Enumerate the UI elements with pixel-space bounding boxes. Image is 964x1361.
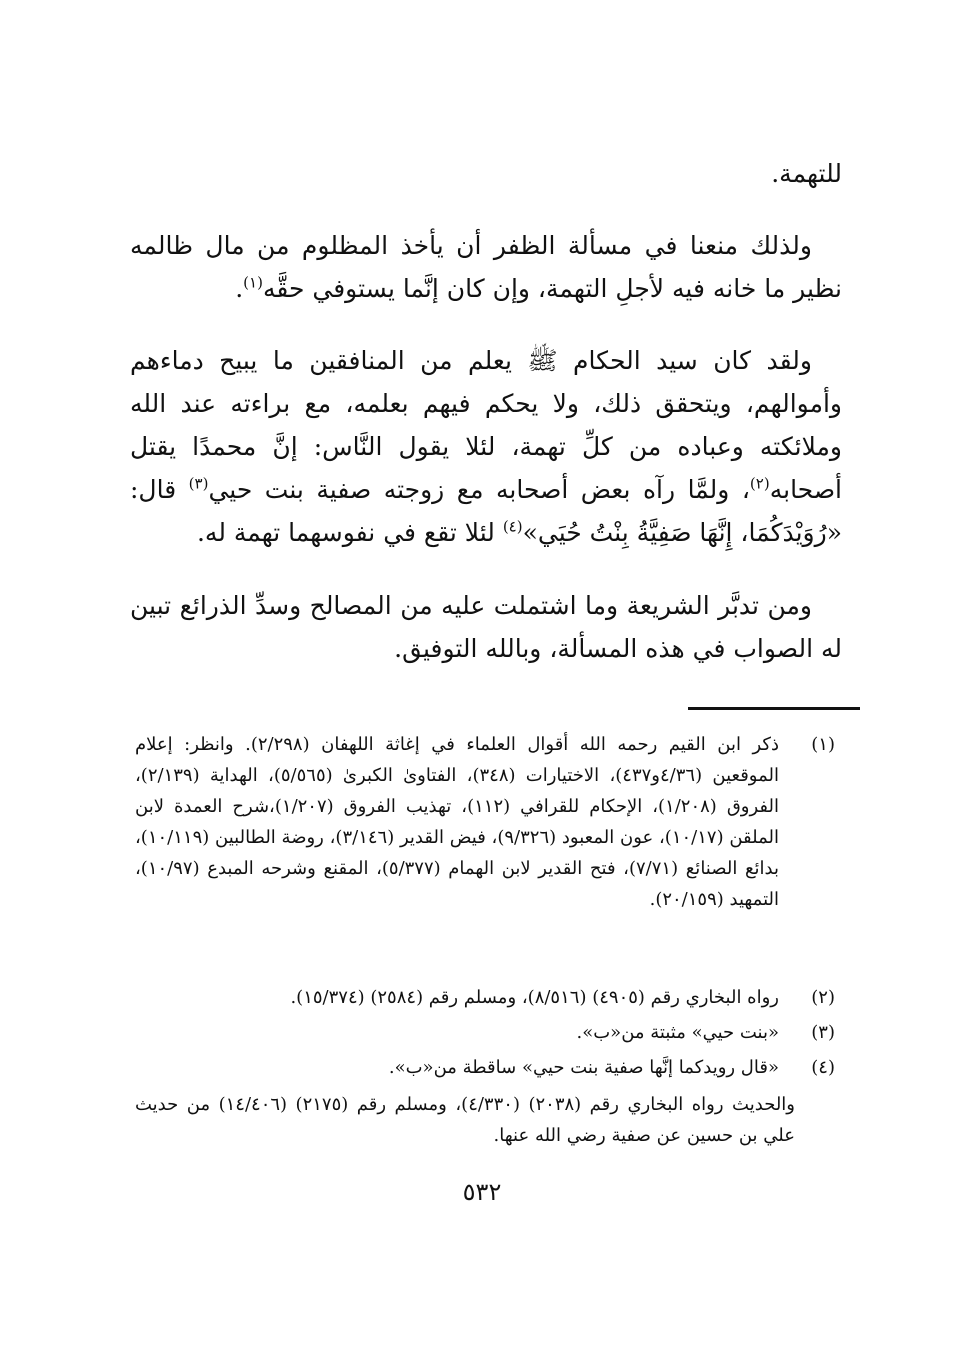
paragraph-0 (130, 152, 842, 195)
footnote-text: رواه البخاري رقم (٤٩٠٥) (٨/٥١٦)، ومسلم رقم (٢٥٨٤) (١٥/٣٧٤). (290, 987, 779, 1008)
footnote-number: (١) (811, 734, 835, 755)
footnote-number: (٤) (811, 1057, 835, 1078)
footnote-ref-2[interactable]: (٢) (749, 474, 770, 493)
footnote-text: «بنت حيي» مثبتة من«ب». (576, 1022, 779, 1043)
footnote-number: (٢) (811, 987, 835, 1008)
paragraph-1-text: ولذلك منعنا في مسألة الظفر أن يأخذ المظلوم من مال ظالمه نظير ما خانه فيه لأجلِ التهمة، وإن كان إنَّما يستوفي حقَّه (130, 231, 842, 303)
paragraph-3 (130, 584, 842, 670)
paragraph-0-text: للتهمة. (771, 159, 842, 188)
footnote-3 (135, 1017, 835, 1048)
paragraph-1-end: . (235, 274, 244, 303)
paragraph-2 (130, 339, 842, 554)
paragraph-2-text-a: ولقد كان سيد الحكام ﷺ يعلم من المنافقين ما يبيح دماءهم وأموالهم، ويتحقق ذلك، ولا يحكم فيهم بعلمه، مع براءته عند الله وملائكته وعباده من كلِّ تهمة، لئلا يقول النَّاس: إنَّ محمدًا يقتل أصحابه (130, 346, 843, 504)
footnote-continuation: والحديث رواه البخاري رقم (٢٠٣٨) (٤/٣٣٠)، ومسلم رقم (٢١٧٥) (١٤/٤٠٦) من حديث علي بن حسين عن صفية رضي الله عنها. (135, 1094, 795, 1146)
footnote-1 (135, 729, 835, 915)
page-number: ٥٣٢ (462, 1178, 502, 1206)
paragraph-3-text: ومن تدبَّر الشريعة وما اشتملت عليه من المصالح وسدِّ الذرائع تبين له الصواب في هذه المسألة، وبالله التوفيق. (130, 591, 842, 663)
footnote-4 (135, 1052, 835, 1083)
paragraph-2-text-d: لئلا تقع في نفوسهما تهمة له. (196, 518, 503, 547)
footnote-number: (٣) (811, 1022, 835, 1043)
footnote-2 (135, 982, 835, 1013)
paragraph-1 (130, 224, 842, 310)
footnote-text: ذكر ابن القيم رحمه الله أقوال العلماء في إغاثة اللهفان (٢/٢٩٨). وانظر: إعلام الموقعين (٤/٣٦و٤٣٧)، الاختيارات (٣٤٨)، الفتاوىٰ الكبرىٰ (٥/٥٦٥)، الهداية (٢/١٣٩)، الفروق (١/٢٠٨)، الإحكام للقرافي (١١٢)، تهذيب الفروق (١/٢٠٧)،شرح العمدة لابن الملقن (١٠/١٧)، عون المعبود (٩/٣٢٦)، فيض القدير (٣/١٤٦)، روضة الطالبين (١٠/١١٩)، بدائع الصنائع (٧/٧١)، فتح القدير لابن الهمام (٥/٣٧٧)، المقنع وشرحه المبدع (١٠/٩٧)، التمهيد (٢٠/١٥٩). (135, 734, 780, 910)
footnote-ref-4[interactable]: (٤) (502, 517, 523, 536)
footnote-separator (688, 707, 860, 710)
footnote-ref-3[interactable]: (٣) (188, 474, 209, 493)
footnote-ref-1[interactable]: (١) (243, 273, 263, 292)
paragraph-2-text-c: قال: «رُوَيْدَكُمَا، إِنَّهَا صَفِيَّةُ بِنْتُ حُيَي» (130, 475, 842, 547)
footnote-text: «قال رويدكما إنَّها صفية بنت حيي» ساقطة من«ب». (388, 1057, 779, 1078)
paragraph-2-text-b: ، ولمَّا رآه بعض أصحابه مع زوجته صفية بنت حيي (208, 475, 750, 504)
